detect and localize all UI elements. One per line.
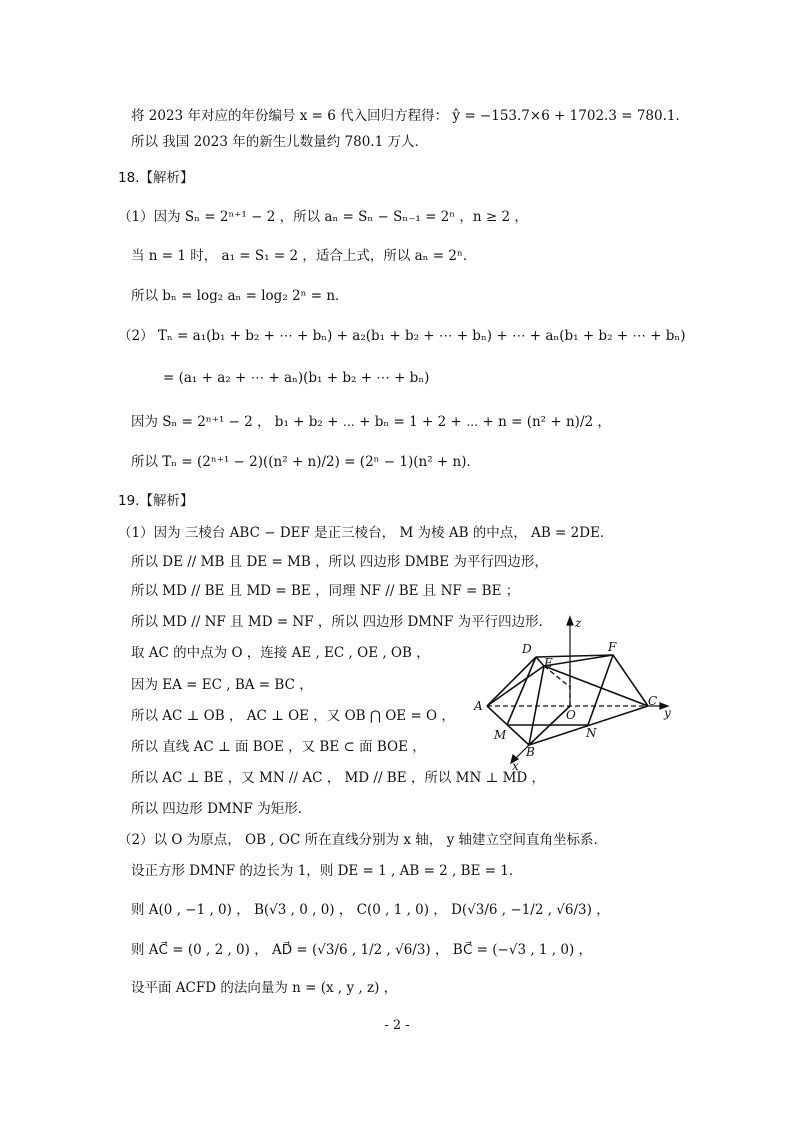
text-line: 所以 Tₙ = (2ⁿ⁺¹ − 2)((n² + n)/2) = (2ⁿ − 1)(n² + n)．: [131, 454, 480, 470]
text-line: 当 n = 1 时， a₁ = S₁ = 2 ，适合上式，所以 aₙ = 2ⁿ．: [131, 248, 477, 264]
label-e: E: [544, 656, 553, 670]
text-line: 所以 DE // MB 且 DE = MB ，所以 四边形 DMBE 为平行四边形，: [131, 554, 548, 570]
label-d: D: [522, 642, 532, 656]
text-line: 所以 四边形 DMNF 为矩形．: [131, 801, 312, 817]
segment-ae: [487, 666, 544, 706]
text-line: 取 AC 的中点为 O ，连接 AE , EC , OE , OB ，: [131, 645, 430, 661]
edge-fc: [613, 655, 648, 706]
label-f: F: [608, 640, 617, 654]
page-number: - 2 -: [384, 1018, 410, 1033]
edge-dm: [507, 657, 536, 725]
text-line: 因为 Sₙ = 2ⁿ⁺¹ − 2 ， b₁ + b₂ + ⋯ + bₙ = 1 + 2 + ⋯ + n = (n² + n)/2 ，: [131, 414, 611, 430]
section-heading: 18.【解析】: [118, 170, 194, 186]
text-line: 设平面 ACFD 的法向量为 n = (x , y , z) ，: [131, 980, 398, 996]
text-line: 所以 bₙ = log₂ aₙ = log₂ 2ⁿ = n．: [131, 288, 349, 304]
text-line: 所以 我国 2023 年的新生儿数量约 780.1 万人．: [131, 134, 428, 150]
text-line: 因为 EA = EC , BA = BC ，: [131, 677, 313, 693]
text-line: 所以 MD // BE 且 MD = BE ，同理 NF // BE 且 NF = BE ；: [131, 583, 520, 599]
text-line: 设正方形 DMNF 的边长为 1，则 DE = 1 , AB = 2 , BE = 1．: [131, 863, 523, 879]
label-n: N: [586, 726, 597, 740]
frustum-figure: [470, 615, 700, 770]
text-line: （1）因为 三棱台 ABC − DEF 是正三棱台， M 为棱 AB 的中点， AB = 2DE．: [118, 525, 614, 541]
label-m: M: [494, 728, 507, 742]
text-line: = (a₁ + a₂ + ⋯ + aₙ)(b₁ + b₂ + ⋯ + bₙ): [163, 370, 430, 386]
text-line: 将 2023 年对应的年份编号 x = 6 代入回归方程得： ŷ = −153.7×6 + 1702.3 = 780.1．: [131, 108, 689, 124]
text-line: 所以 AC ⊥ BE ，又 MN // AC ， MD // BE ，所以 MN ⊥ MD ，: [131, 770, 546, 786]
label-x: x: [512, 759, 519, 770]
text-line: 则 AC⃗ = (0 , 2 , 0) ， AD⃗ = (√3/6 , 1/2 , √6/3) ， BC⃗ = (−√3 , 1 , 0) ，: [131, 942, 593, 958]
z-arrow: [567, 617, 573, 625]
label-a: A: [474, 699, 483, 713]
text-line: （2）以 O 为原点， OB , OC 所在直线分别为 x 轴， y 轴建立空间直角坐标系．: [118, 832, 607, 848]
text-line: 所以 MD // NF 且 MD = NF ，所以 四边形 DMNF 为平行四边形．: [131, 614, 553, 630]
text-line: 所以 直线 AC ⊥ 面 BOE ，又 BE ⊂ 面 BOE ，: [131, 739, 426, 755]
edge-nf: [588, 655, 613, 725]
text-line: （1）因为 Sₙ = 2ⁿ⁺¹ − 2 ，所以 aₙ = Sₙ − Sₙ₋₁ = 2ⁿ ，n ≥ 2 ，: [118, 209, 528, 225]
text-line: 所以 AC ⊥ OB ， AC ⊥ OE ，又 OB ⋂ OE = O ，: [131, 708, 455, 724]
segment-ec: [544, 666, 648, 706]
edge-da: [487, 657, 536, 706]
label-b: B: [526, 745, 535, 759]
text-line: 则 A(0 , −1 , 0) ， B(√3 , 0 , 0) ， C(0 , 1 , 0) ， D(√3/6 , −1/2 , √6/3) ，: [131, 902, 610, 918]
text-line: （2） Tₙ = a₁(b₁ + b₂ + ⋯ + bₙ) + a₂(b₁ + b₂ + ⋯ + bₙ) + ⋯ + aₙ(b₁ + b₂ + ⋯ + bₙ): [118, 328, 686, 344]
section-heading: 19.【解析】: [118, 493, 194, 509]
label-z: z: [575, 616, 582, 630]
label-o: O: [566, 708, 576, 722]
label-c: C: [648, 694, 658, 708]
label-y: y: [664, 706, 671, 720]
